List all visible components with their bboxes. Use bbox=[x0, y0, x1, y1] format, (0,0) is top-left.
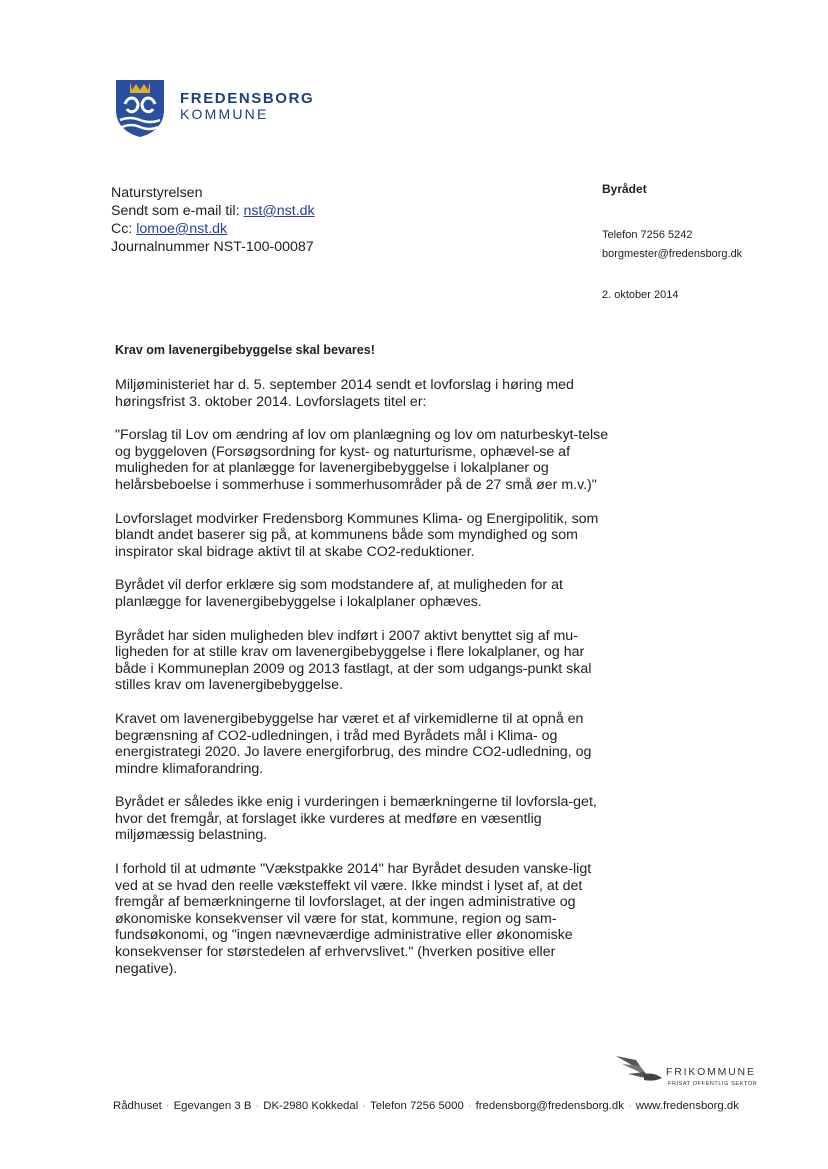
recipient-block bbox=[111, 184, 315, 256]
paragraph-6: Kravet om lavenergibebyggelse har været et af virkemidlerne til at opnå en begrænsning af CO2-udledningen, i tråd med Byrådets mål i Klima- og energistrategi 2020. Jo lavere energiforbrug, des mindre CO2-udledning, og mindre klimaforandring. bbox=[115, 710, 592, 777]
org-subtitle: KOMMUNE bbox=[180, 106, 269, 122]
footer-phone: Telefon 7256 5000 bbox=[370, 1100, 464, 1112]
sender-phone: Telefon 7256 5242 bbox=[602, 229, 693, 241]
cc-prefix: Cc: bbox=[111, 221, 137, 237]
frikommune-bird-icon bbox=[614, 1052, 666, 1088]
paragraph-3: Lovforslaget modvirker Fredensborg Kommunes Klima- og Energipolitik, som blandt andet baserer sig på, at kommunens både som myndighed og som inspirator skal bidrage aktivt til at skabe CO2-reduktioner. bbox=[115, 510, 599, 560]
footer-street: Egevangen 3 B bbox=[173, 1100, 252, 1112]
department: Byrådet bbox=[602, 182, 647, 196]
frikommune-tagline: FRISAT OFFENTLIG SEKTOR bbox=[668, 1081, 758, 1087]
footer-address: Rådhuset bbox=[113, 1100, 162, 1112]
cc-line bbox=[111, 220, 315, 238]
footer-web[interactable]: www.fredensborg.dk bbox=[635, 1100, 739, 1112]
letter-footer: Rådhuset · Egevangen 3 B · DK-2980 Kokkedal · Telefon 7256 5000 · fredensborg@fredensborg.dk · www.fredensborg.dk bbox=[113, 1100, 739, 1112]
journal-number: Journalnummer NST-100-00087 bbox=[111, 239, 314, 255]
sender-info bbox=[602, 182, 743, 301]
sent-line bbox=[111, 202, 315, 220]
letter-body bbox=[115, 377, 615, 994]
footer-email[interactable]: fredensborg@fredensborg.dk bbox=[475, 1100, 624, 1112]
recipient-name: Naturstyrelsen bbox=[111, 185, 203, 201]
footer-city: DK-2980 Kokkedal bbox=[263, 1100, 359, 1112]
cc-email-link[interactable]: lomoe@nst.dk bbox=[136, 221, 228, 237]
paragraph-1: Miljøministeriet har d. 5. september 2014 sendt et lovforslag i høring med høringsfrist 3. oktober 2014. Lovforslagets titel er: bbox=[115, 377, 574, 410]
paragraph-4: Byrådet vil derfor erklære sig som modstandere af, at muligheden for at planlægge for lavenergibebyggelse i lokalplaner ophæves. bbox=[115, 577, 563, 610]
sent-prefix: Sendt som e-mail til: bbox=[111, 203, 244, 219]
paragraph-7: Byrådet er således ikke enig i vurderingen i bemærkningerne til lovforsla-get, hvor det fremgår, at forslaget ikke vurderes at medføre en væsentlig miljømæssig belastning. bbox=[115, 794, 597, 844]
paragraph-8: I forhold til at udmønte "Vækstpakke 2014" har Byrådet desuden vanske-ligt ved at se hvad den reelle væksteffekt vil være. Ikke mindst i lyset af, at det fremgår af bemærkningerne til lovforslaget, at der ingen administrative og økonomiske konsekvenser vil være for stat, kommune, region og sam-fundsøkonomi, og "ingen nævneværdige administrative eller økonomiske konsekvenser for størstedelen af erhvervslivet." (hverken positive eller negative). bbox=[115, 861, 592, 977]
paragraph-5: Byrådet har siden muligheden blev indført i 2007 aktivt benyttet sig af mu-ligheden for at stille krav om lavenergibebyggelse i flere lokalplaner, og har både i Kommuneplan 2009 og 2013 fastlagt, at der som udgangs-punkt skal stilles krav om lavenergibebyggelse. bbox=[115, 627, 592, 694]
sender-email: borgmester@fredensborg.dk bbox=[602, 248, 743, 260]
frikommune-name: FRIKOMMUNE bbox=[666, 1066, 756, 1078]
org-name: FREDENSBORG bbox=[180, 90, 315, 107]
fredensborg-crest-icon bbox=[110, 76, 170, 138]
letter-subject: Krav om lavenergibebyggelse skal bevares! bbox=[115, 343, 375, 357]
sent-email-link[interactable]: nst@nst.dk bbox=[243, 203, 315, 219]
letter-date: 2. oktober 2014 bbox=[602, 289, 679, 301]
paragraph-2: "Forslag til Lov om ændring af lov om planlægning og lov om naturbeskyt-telse og byggeloven (Forsøgsordning for kyst- og naturturisme, ophævel-se af muligheden for at planlægge for lavenergibebyggelse i lokalplaner og helårsbeboelse i sommerhuse i sommerhusområder på de 27 små øer m.v.)" bbox=[115, 427, 609, 493]
